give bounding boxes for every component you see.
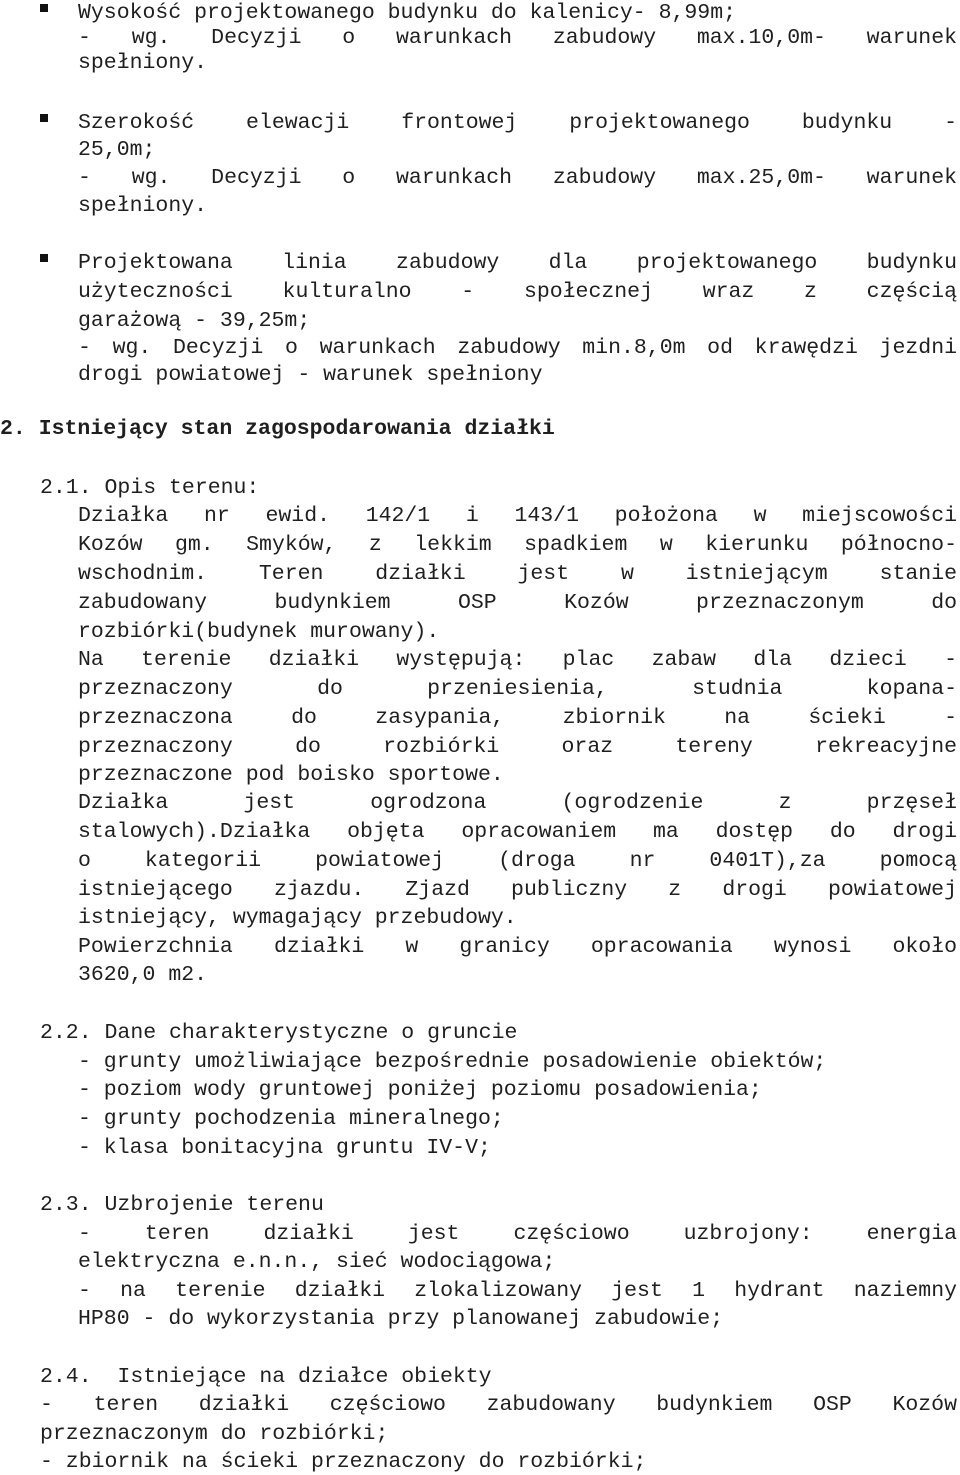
bullet-3-line-4: - wg. Decyzji o warunkach zabudowy min.8,0m od krawędzi jezdni <box>78 336 957 360</box>
s24-line: - zbiornik na ścieki przeznaczony do rozbiórki; <box>40 1450 647 1474</box>
bullet-2-line-2: 25,0m; <box>78 138 156 162</box>
s21-line: rozbiórki(budynek murowany). <box>78 620 440 644</box>
section-heading: 2. Istniejący stan zagospodarowania działki <box>0 417 555 441</box>
bullet-marker <box>40 4 48 12</box>
subsection-2-2-title: 2.2. Dane charakterystyczne o gruncie <box>40 1021 518 1045</box>
bullet-marker <box>40 114 48 122</box>
bullet-2-line-4: spełniony. <box>78 194 208 218</box>
s23-line: - na terenie działki zlokalizowany jest 1 hydrant naziemny <box>78 1279 957 1303</box>
bullet-3-line-1: Projektowana linia zabudowy dla projektowanego budynku <box>78 251 957 275</box>
s21-line: o kategorii powiatowej (droga nr 0401T),za pomocą <box>78 849 957 873</box>
s21-line: przeznaczony do przeniesienia, studnia kopana- <box>78 677 957 701</box>
bullet-2-line-3: - wg. Decyzji o warunkach zabudowy max.25,0m- warunek <box>78 166 957 190</box>
bullet-3-line-3: garażową - 39,25m; <box>78 309 311 333</box>
s23-line: elektryczna e.n.n., sieć wodociągowa; <box>78 1250 556 1274</box>
s21-line: 3620,0 m2. <box>78 963 208 987</box>
s22-line: - grunty pochodzenia mineralnego; <box>78 1107 504 1131</box>
bullet-1-line-1: Wysokość projektowanego budynku do kalenicy- 8,99m; <box>78 1 737 25</box>
s21-line: wschodnim. Teren działki jest w istniejącym stanie <box>78 562 957 586</box>
s21-line: istniejącego zjazdu. Zjazd publiczny z drogi powiatowej <box>78 878 957 902</box>
s21-line: przeznaczona do zasypania, zbiornik na ścieki - <box>78 706 957 730</box>
s21-line: Kozów gm. Smyków, z lekkim spadkiem w kierunku północno- <box>78 533 957 557</box>
bullet-marker <box>40 254 48 262</box>
s21-line: Na terenie działki występują: plac zabaw dla dzieci - <box>78 648 957 672</box>
bullet-2-line-1: Szerokość elewacji frontowej projektowanego budynku - <box>78 111 957 135</box>
s22-line: - poziom wody gruntowej poniżej poziomu posadowienia; <box>78 1078 762 1102</box>
bullet-1-line-2: - wg. Decyzji o warunkach zabudowy max.10,0m- warunek <box>78 26 957 50</box>
s21-line: istniejący, wymagający przebudowy. <box>78 906 517 930</box>
s21-line: zabudowany budynkiem OSP Kozów przeznaczonym do <box>78 591 957 615</box>
s21-line: przeznaczone pod boisko sportowe. <box>78 763 504 787</box>
s22-line: - klasa bonitacyjna gruntu IV-V; <box>78 1136 491 1160</box>
s21-line: Działka nr ewid. 142/1 i 143/1 położona w miejscowości <box>78 504 957 528</box>
s23-line: - teren działki jest częściowo uzbrojony: energia <box>78 1222 957 1246</box>
s22-line: - grunty umożliwiające bezpośrednie posadowienie obiektów; <box>78 1050 827 1074</box>
subsection-2-4-title: 2.4. Istniejące na działce obiekty <box>40 1365 492 1389</box>
bullet-3-line-2: użyteczności kulturalno - społecznej wraz z częścią <box>78 280 957 304</box>
s21-line: przeznaczony do rozbiórki oraz tereny rekreacyjne <box>78 735 957 759</box>
s23-line: HP80 - do wykorzystania przy planowanej zabudowie; <box>78 1307 724 1331</box>
s24-line: przeznaczonym do rozbiórki; <box>40 1422 389 1446</box>
bullet-3-line-5: drogi powiatowej - warunek spełniony <box>78 363 543 387</box>
subsection-2-1-title: 2.1. Opis terenu: <box>40 476 260 500</box>
s24-line: - teren działki częściowo zabudowany budynkiem OSP Kozów <box>40 1393 957 1417</box>
bullet-1-line-3: spełniony. <box>78 51 208 75</box>
subsection-2-3-title: 2.3. Uzbrojenie terenu <box>40 1193 324 1217</box>
s21-line: stalowych).Działka objęta opracowaniem ma dostęp do drogi <box>78 820 957 844</box>
s21-line: Powierzchnia działki w granicy opracowania wynosi około <box>78 935 957 959</box>
s21-line: Działka jest ogrodzona (ogrodzenie z przęseł <box>78 791 957 815</box>
